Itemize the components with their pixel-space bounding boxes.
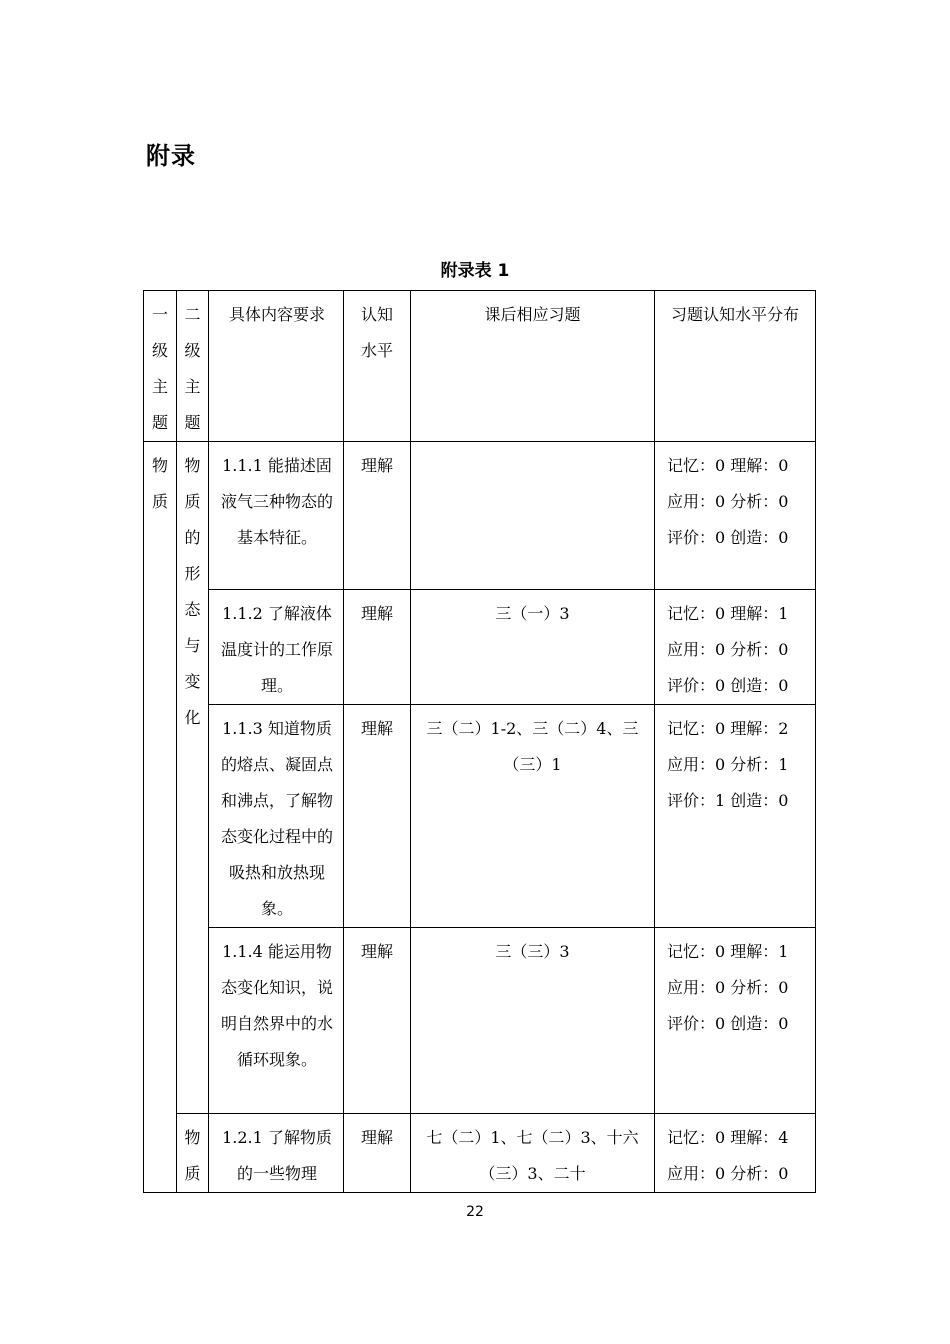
distribution-cell: [655, 442, 816, 590]
exercises-cell: [411, 442, 655, 590]
distribution-line: 评价：1 创造：0: [667, 791, 789, 810]
distribution-line: 记忆：0 理解：1: [667, 942, 789, 961]
cognitive-level-cell: 理解: [344, 1114, 411, 1193]
cognitive-level-cell: 理解: [344, 705, 411, 928]
content-cell: 1.2.1 了解物质的一些物理: [209, 1114, 344, 1193]
distribution-line: 记忆：0 理解：4: [667, 1128, 789, 1147]
header-content-requirement: 具体内容要求: [209, 291, 344, 442]
exercises-cell: 三（三）3: [411, 928, 655, 1114]
header-distribution: 习题认知水平分布: [655, 291, 816, 442]
distribution-line: 应用：0 分析：0: [667, 978, 789, 997]
content-cell: 1.1.4 能运用物态变化知识，说明自然界中的水循环现象。: [209, 928, 344, 1114]
table-row: [144, 928, 816, 1114]
header-level1-topic: 一级主题: [144, 291, 177, 442]
distribution-line: 应用：0 分析：0: [667, 1164, 789, 1183]
distribution-line: 记忆：0 理解：1: [667, 604, 789, 623]
distribution-line: 应用：0 分析：1: [667, 755, 789, 774]
distribution-line: 记忆：0 理解：0: [667, 456, 789, 475]
appendix-heading: 附录: [146, 142, 196, 170]
distribution-line: 应用：0 分析：0: [667, 640, 789, 659]
content-cell: 1.1.3 知道物质的熔点、凝固点和沸点，了解物态变化过程中的吸热和放热现象。: [209, 705, 344, 928]
distribution-cell: [655, 928, 816, 1114]
exercises-cell: 三（二）1-2、三（二）4、三（三）1: [411, 705, 655, 928]
level2-topic-cell: 物质: [177, 1114, 209, 1193]
exercises-cell: 三（一）3: [411, 590, 655, 705]
page-number: 22: [466, 1204, 484, 1220]
distribution-cell: [655, 705, 816, 928]
header-level2-topic: 二级主题: [177, 291, 209, 442]
distribution-line: 评价：0 创造：0: [667, 676, 789, 695]
cognitive-level-cell: 理解: [344, 442, 411, 590]
level1-topic-cell: 物质: [144, 442, 177, 1193]
distribution-cell: [655, 590, 816, 705]
table-row: [144, 590, 816, 705]
table-row: [144, 442, 816, 590]
appendix-table: [143, 290, 816, 1193]
cognitive-level-cell: 理解: [344, 590, 411, 705]
distribution-cell: [655, 1114, 816, 1193]
cognitive-level-cell: 理解: [344, 928, 411, 1114]
exercises-cell: 七（二）1、七（二）3、十六（三）3、二十: [411, 1114, 655, 1193]
table-header-row: [144, 291, 816, 442]
distribution-line: 评价：0 创造：0: [667, 528, 789, 547]
header-exercises: 课后相应习题: [411, 291, 655, 442]
distribution-line: 应用：0 分析：0: [667, 492, 789, 511]
distribution-line: 评价：0 创造：0: [667, 1014, 789, 1033]
content-cell: 1.1.1 能描述固液气三种物态的基本特征。: [209, 442, 344, 590]
content-cell: 1.1.2 了解液体温度计的工作原理。: [209, 590, 344, 705]
level2-topic-cell: 物质的形态与变化: [177, 442, 209, 1114]
distribution-line: 记忆：0 理解：2: [667, 719, 789, 738]
table-caption: 附录表 1: [440, 261, 510, 281]
header-cognitive-level: 认知水平: [344, 291, 411, 442]
table-row: [144, 1114, 816, 1193]
table-row: [144, 705, 816, 928]
